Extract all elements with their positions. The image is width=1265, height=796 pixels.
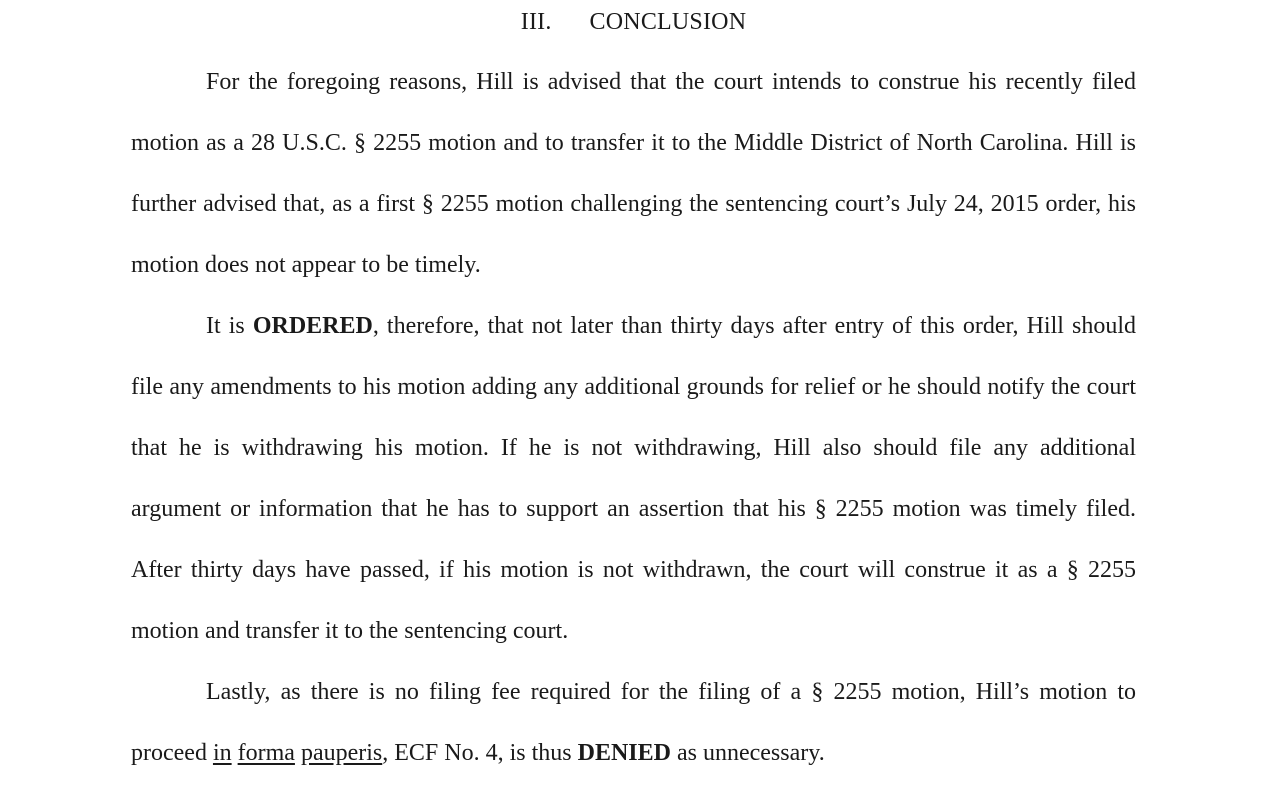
denied-emphasis: DENIED xyxy=(577,740,671,766)
section-number: III. xyxy=(520,9,552,35)
paragraph-order xyxy=(131,296,1136,662)
document-body xyxy=(131,52,1136,784)
ifp-tail-text: as unnecessary. xyxy=(670,740,825,766)
ordered-emphasis: ORDERED xyxy=(252,313,373,339)
latin-term-forma: forma xyxy=(237,740,295,766)
order-rest-text: , therefore, that not later than thirty days after entry of this order, Hill should file any amendments to his motion adding any additional grounds for relief or he should notify the court that he is withdrawing his motion. If he is not withdrawing, Hill also should file any additional argument or information that he has to support an assertion that his § 2255 motion was timely filed. After thirty days have passed, if his motion is not withdrawn, the court will construe it as a § 2255 motion and transfer it to the sentencing court. xyxy=(131,313,1136,644)
paragraph-ifp xyxy=(131,662,1136,784)
ifp-lead-text: Lastly, as there is no filing fee required for the filing of a § 2255 motion, Hill’s motion to proceed xyxy=(131,679,1136,766)
latin-term-pauperis: pauperis xyxy=(300,740,383,766)
latin-term-in: in xyxy=(212,740,232,766)
section-title: CONCLUSION xyxy=(589,9,747,35)
paragraph-reasons xyxy=(131,52,1136,296)
order-lead-text: It is xyxy=(206,313,253,339)
section-heading xyxy=(131,6,1136,38)
ifp-mid-text: , ECF No. 4, is thus xyxy=(382,740,578,766)
paragraph-reasons-text: For the foregoing reasons, Hill is advised that the court intends to construe his recently filed motion as a 28 U.S.C. § 2255 motion and to transfer it to the Middle District of North Carolina. Hill is further advised that, as a first § 2255 motion challenging the sentencing court’s July 24, 2015 order, his motion does not appear to be timely. xyxy=(131,69,1136,278)
